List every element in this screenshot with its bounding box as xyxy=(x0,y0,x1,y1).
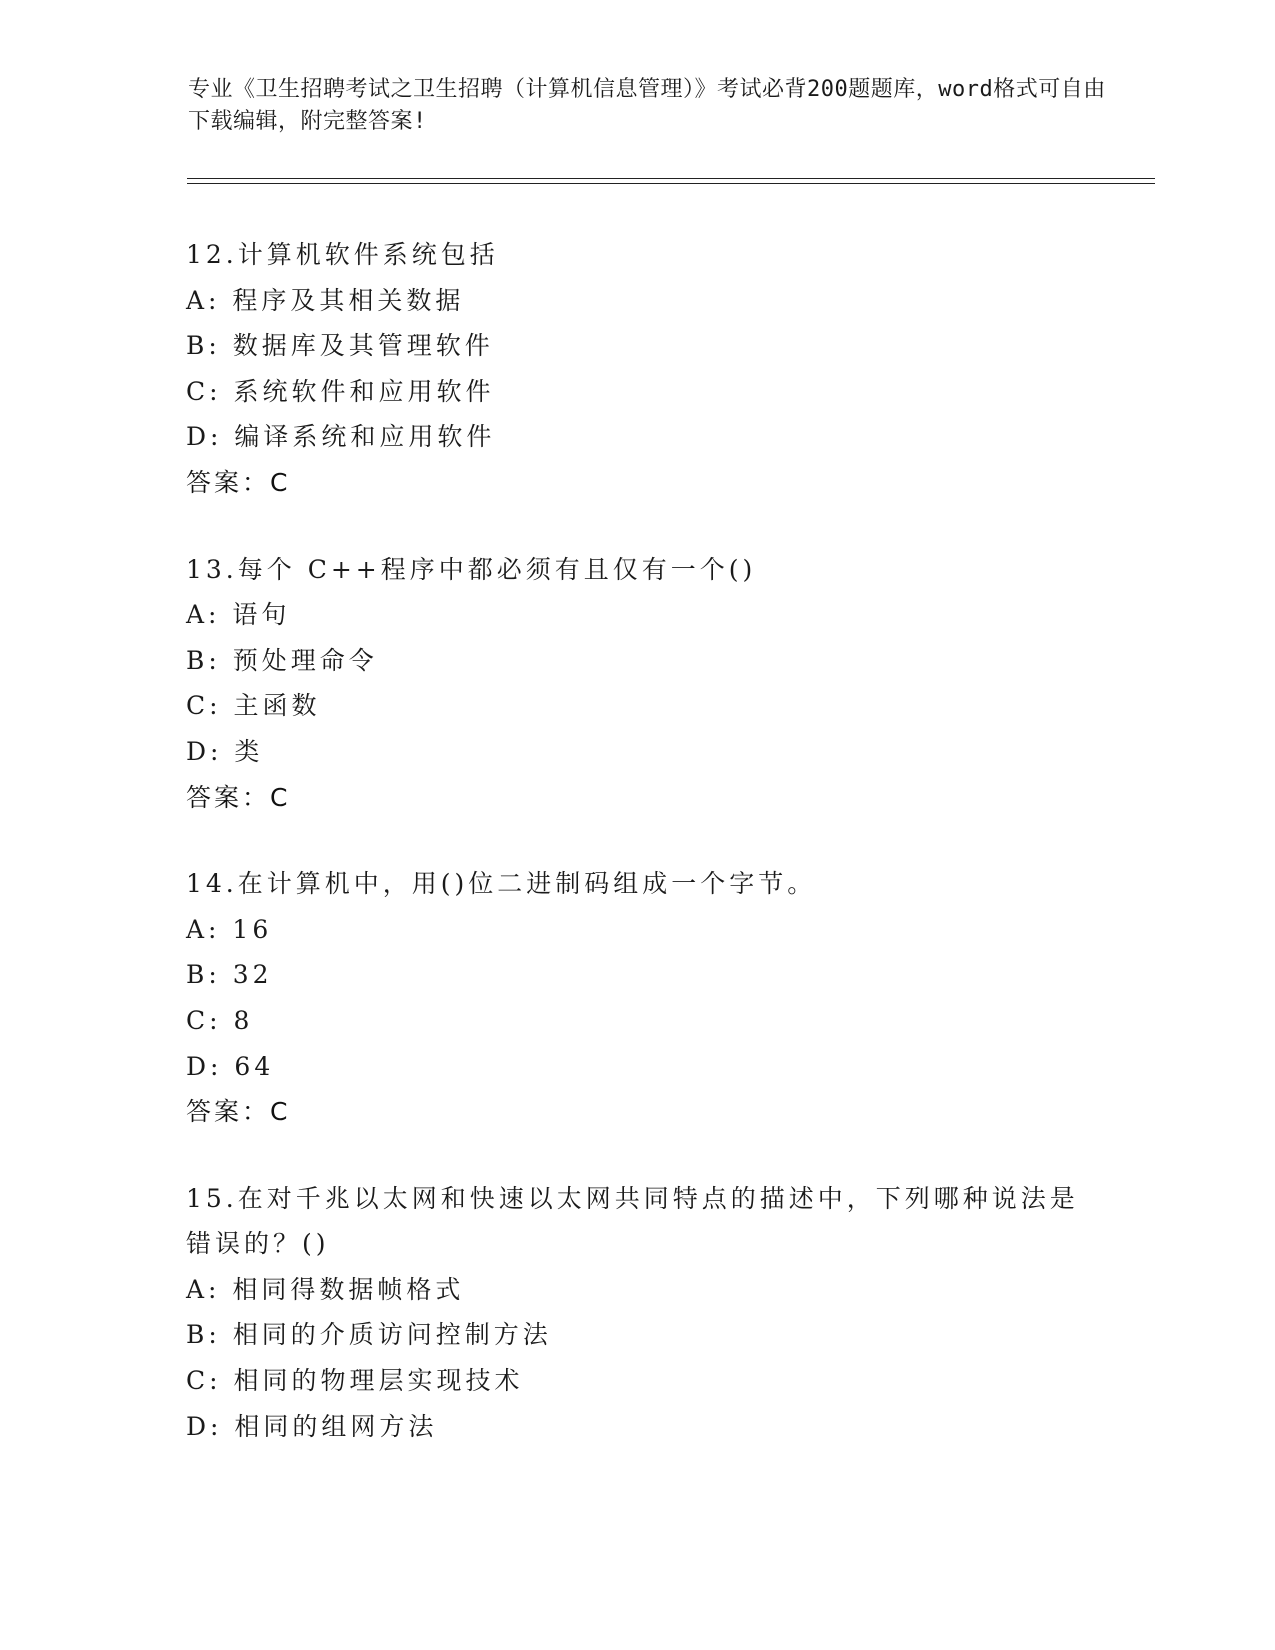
document-header-title: 专业《卫生招聘考试之卫生招聘（计算机信息管理）》考试必背200题题库，word格式可自由下载编辑，附完整答案! xyxy=(188,77,1106,134)
option-b: B: 相同的介质访问控制方法 xyxy=(186,1320,552,1350)
question-stem: 12.计算机软件系统包括 xyxy=(186,240,499,269)
question-stem: 15.在对千兆以太网和快速以太网共同特点的描述中，下列哪种说法是错误的？() xyxy=(186,1183,1079,1259)
question-12 xyxy=(186,232,1106,506)
question-14 xyxy=(186,861,1106,1135)
answer-line: 答案：C xyxy=(186,1097,291,1127)
option-a: A: 相同得数据帧格式 xyxy=(186,1274,465,1304)
answer-line: 答案：C xyxy=(186,467,291,497)
option-b: B: 数据库及其管理软件 xyxy=(186,331,494,361)
option-d: D: 类 xyxy=(186,736,264,766)
question-15 xyxy=(186,1176,1106,1450)
option-c: C: 系统软件和应用软件 xyxy=(186,376,495,406)
option-a: A: 16 xyxy=(186,914,273,944)
answer-line: 答案：C xyxy=(186,782,291,812)
option-a: A: 语句 xyxy=(186,600,291,630)
question-stem: 13.每个 C++程序中都必须有且仅有一个() xyxy=(186,554,757,584)
option-d: D: 64 xyxy=(186,1051,275,1081)
option-c: C: 主函数 xyxy=(186,691,321,721)
option-d: D: 相同的组网方法 xyxy=(186,1411,438,1441)
option-c: C: 相同的物理层实现技术 xyxy=(186,1366,524,1396)
question-13 xyxy=(186,547,1106,821)
option-b: B: 32 xyxy=(186,960,273,990)
option-c: C: 8 xyxy=(186,1005,254,1035)
option-a: A: 程序及其相关数据 xyxy=(186,285,465,315)
header-double-rule xyxy=(187,178,1155,184)
question-list xyxy=(186,232,1106,1490)
option-b: B: 预处理命令 xyxy=(186,645,378,675)
question-stem: 14.在计算机中，用()位二进制码组成一个字节。 xyxy=(186,869,817,899)
option-d: D: 编译系统和应用软件 xyxy=(186,422,496,452)
